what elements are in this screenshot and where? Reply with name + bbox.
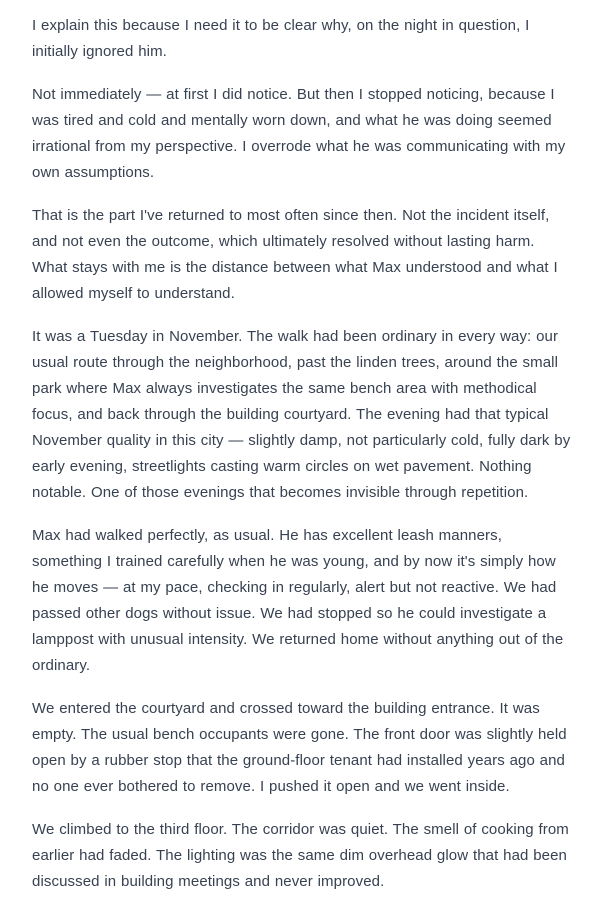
paragraph: We climbed to the third floor. The corridor was quiet. The smell of cooking from earlier had faded. The lighting was the same dim overhead glow that had been discussed in building meetings and never improved. — [32, 821, 569, 890]
paragraph: I explain this because I need it to be clear why, on the night in question, I initially ignored him. — [32, 17, 530, 60]
paragraph: It was a Tuesday in November. The walk had been ordinary in every way: our usual route through the neighborhood, past the linden trees, around the small park where Max always investigates the same bench area with methodical focus, and back through the building courtyard. The evening had that typical November quality in this city — slightly damp, not particularly cold, fully dark by early evening, streetlights casting warm circles on wet pavement. Nothing notable. One of those evenings that becomes invisible through repetition. — [32, 328, 571, 501]
paragraph: Max had walked perfectly, as usual. He has excellent leash manners, something I trained carefully when he was young, and by now it's simply how he moves — at my pace, checking in regularly, alert but not reactive. We had passed other dogs without issue. We had stopped so he could investigate a lamppost with unusual intensity. We returned home without anything out of the ordinary. — [32, 527, 564, 674]
paragraph: We entered the courtyard and crossed toward the building entrance. It was empty. The usual bench occupants were gone. The front door was slightly held open by a rubber stop that the ground-floor tenant had installed years ago and no one ever bothered to remove. I pushed it open and we went inside. — [32, 700, 567, 795]
paragraph: That is the part I've returned to most often since then. Not the incident itself, and not even the outcome, which ultimately resolved without lasting harm. What stays with me is the distance between what Max understood and what I allowed myself to understand. — [32, 207, 558, 302]
paragraph: Not immediately — at first I did notice. But then I stopped noticing, because I was tired and cold and mentally worn down, and what he was doing seemed irrational from my perspective. I overrode what he was communicating with my own assumptions. — [32, 86, 566, 181]
